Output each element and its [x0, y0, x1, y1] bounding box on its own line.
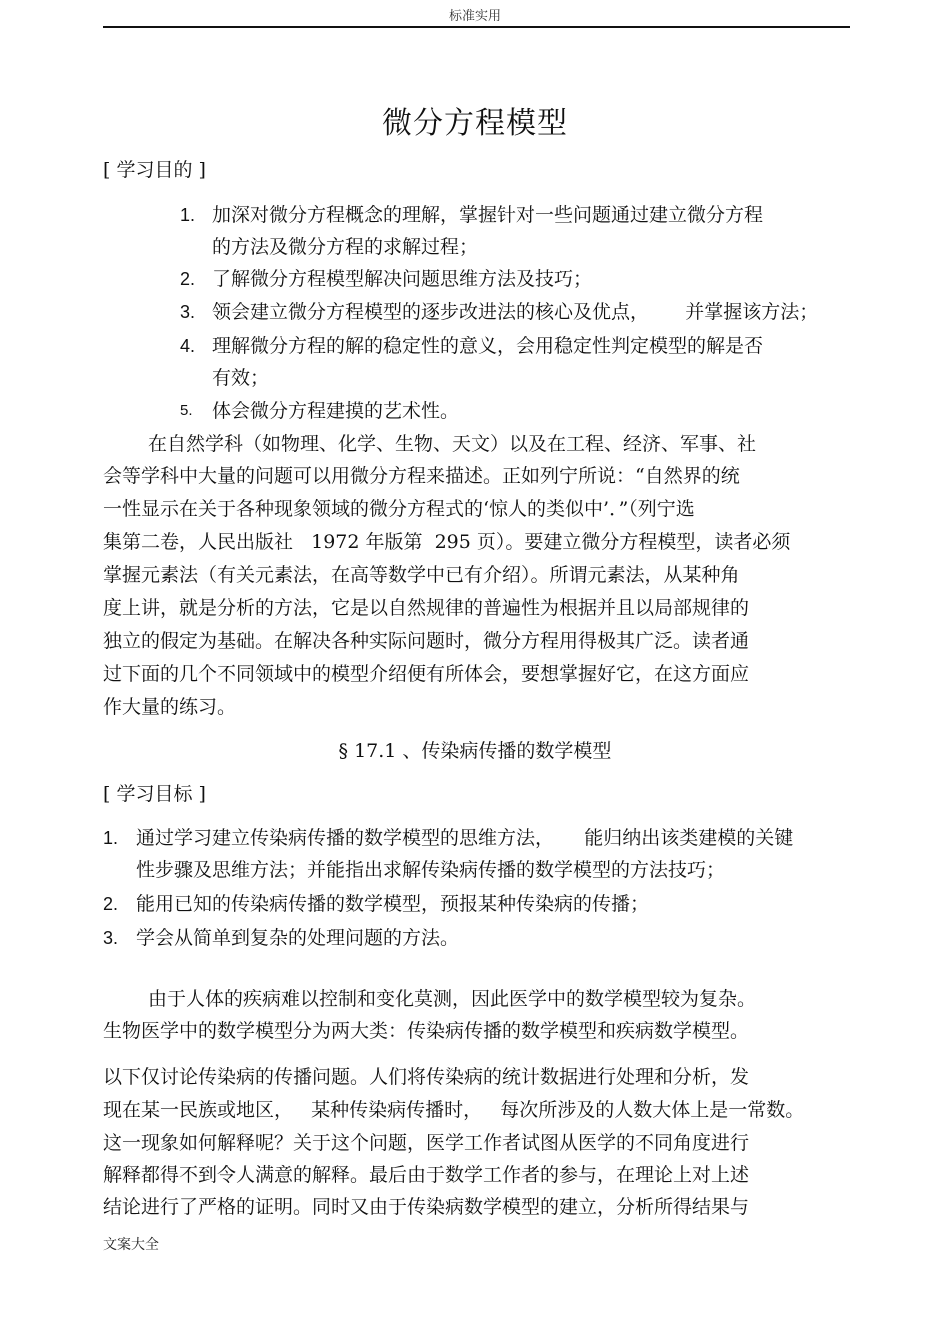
intro-line-3: 一性显示在关于各种现象领域的微分方程式的‘惊人的类似中’．”（列宁选	[103, 498, 695, 520]
objective-5-line-1: 体会微分方程建摸的艺术性。	[212, 400, 460, 422]
page-title: 微分方程模型	[382, 106, 568, 141]
objective-1-number: 1.	[180, 205, 196, 225]
goal-1-number: 1.	[103, 828, 119, 848]
objective-4-line-2: 有效；	[212, 367, 270, 389]
header-rule	[103, 26, 850, 28]
intro-line-9: 作大量的练习。	[103, 696, 237, 718]
intro-line-2: 会等学科中大量的问题可以用微分方程来描述。正如列宁所说：“自然界的统	[103, 465, 740, 487]
goal-3-line-1: 学会从简单到复杂的处理问题的方法。	[136, 927, 460, 949]
goal-2-line-1: 能用已知的传染病传播的数学模型，预报某种传染病的传播；	[136, 893, 650, 915]
para3-line-4: 解释都得不到令人满意的解释。最后由于数学工作者的参与，在理论上对上述	[103, 1164, 750, 1186]
section2-heading: [ 学习目标 ]	[103, 783, 206, 805]
goal-2-number: 2.	[103, 894, 119, 914]
intro-line-4: 集第二卷，人民出版社 1972 年版第 295 页）。要建立微分方程模型，读者必须	[103, 531, 791, 553]
para3-line-1: 以下仅讨论传染病的传播问题。人们将传染病的统计数据进行处理和分析，发	[103, 1066, 750, 1088]
intro-line-8: 过下面的几个不同领域中的模型介绍便有所体会，要想掌握好它，在这方面应	[103, 663, 750, 685]
objective-2-number: 2.	[180, 269, 196, 289]
goal-1-line-1: 通过学习建立传染病传播的数学模型的思维方法， 能归纳出该类建模的关键	[136, 827, 794, 849]
page-header: 标准实用	[448, 9, 501, 24]
objective-1-line-2: 的方法及微分方程的求解过程；	[212, 236, 479, 258]
objective-4-number: 4.	[180, 336, 196, 356]
objective-3-line-1: 领会建立微分方程模型的逐步改进法的核心及优点， 并掌握该方法；	[212, 301, 819, 323]
para3-line-2: 现在某一民族或地区， 某种传染病传播时， 每次所涉及的人数大体上是一常数。	[103, 1099, 805, 1121]
objective-3-number: 3.	[180, 302, 196, 322]
objective-1-line-1: 加深对微分方程概念的理解，掌握针对一些问题通过建立微分方程	[212, 204, 764, 226]
intro-line-5: 掌握元素法（有关元素法，在高等数学中已有介绍）。所谓元素法，从某种角	[103, 564, 740, 586]
objective-5-number: 5.	[180, 402, 193, 419]
page-footer: 文案大全	[103, 1237, 159, 1253]
section1-heading: [ 学习目的 ]	[103, 159, 206, 181]
goal-3-number: 3.	[103, 928, 119, 948]
intro-line-1: 在自然学科（如物理、化学、生物、天文）以及在工程、经济、军事、社	[148, 433, 757, 455]
section2-title: § 17.1 、传染病传播的数学模型	[338, 740, 612, 762]
intro-line-6: 度上讲，就是分析的方法，它是以自然规律的普遍性为根据并且以局部规律的	[103, 597, 750, 619]
para3-line-3: 这一现象如何解释呢？关于这个问题，医学工作者试图从医学的不同角度进行	[103, 1132, 750, 1154]
intro-line-7: 独立的假定为基础。在解决各种实际问题时，微分方程用得极其广泛。读者通	[103, 630, 750, 652]
para2-line-1: 由于人体的疾病难以控制和变化莫测，因此医学中的数学模型较为复杂。	[148, 988, 757, 1010]
objective-4-line-1: 理解微分方程的解的稳定性的意义，会用稳定性判定模型的解是否	[212, 335, 764, 357]
objective-2-line-1: 了解微分方程模型解决问题思维方法及技巧；	[212, 268, 593, 290]
para3-line-5: 结论进行了严格的证明。同时又由于传染病数学模型的建立，分析所得结果与	[103, 1196, 750, 1218]
goal-1-line-2: 性步骤及思维方法；并能指出求解传染病传播的数学模型的方法技巧；	[136, 859, 726, 881]
para2-line-2: 生物医学中的数学模型分为两大类：传染病传播的数学模型和疾病数学模型。	[103, 1020, 750, 1042]
